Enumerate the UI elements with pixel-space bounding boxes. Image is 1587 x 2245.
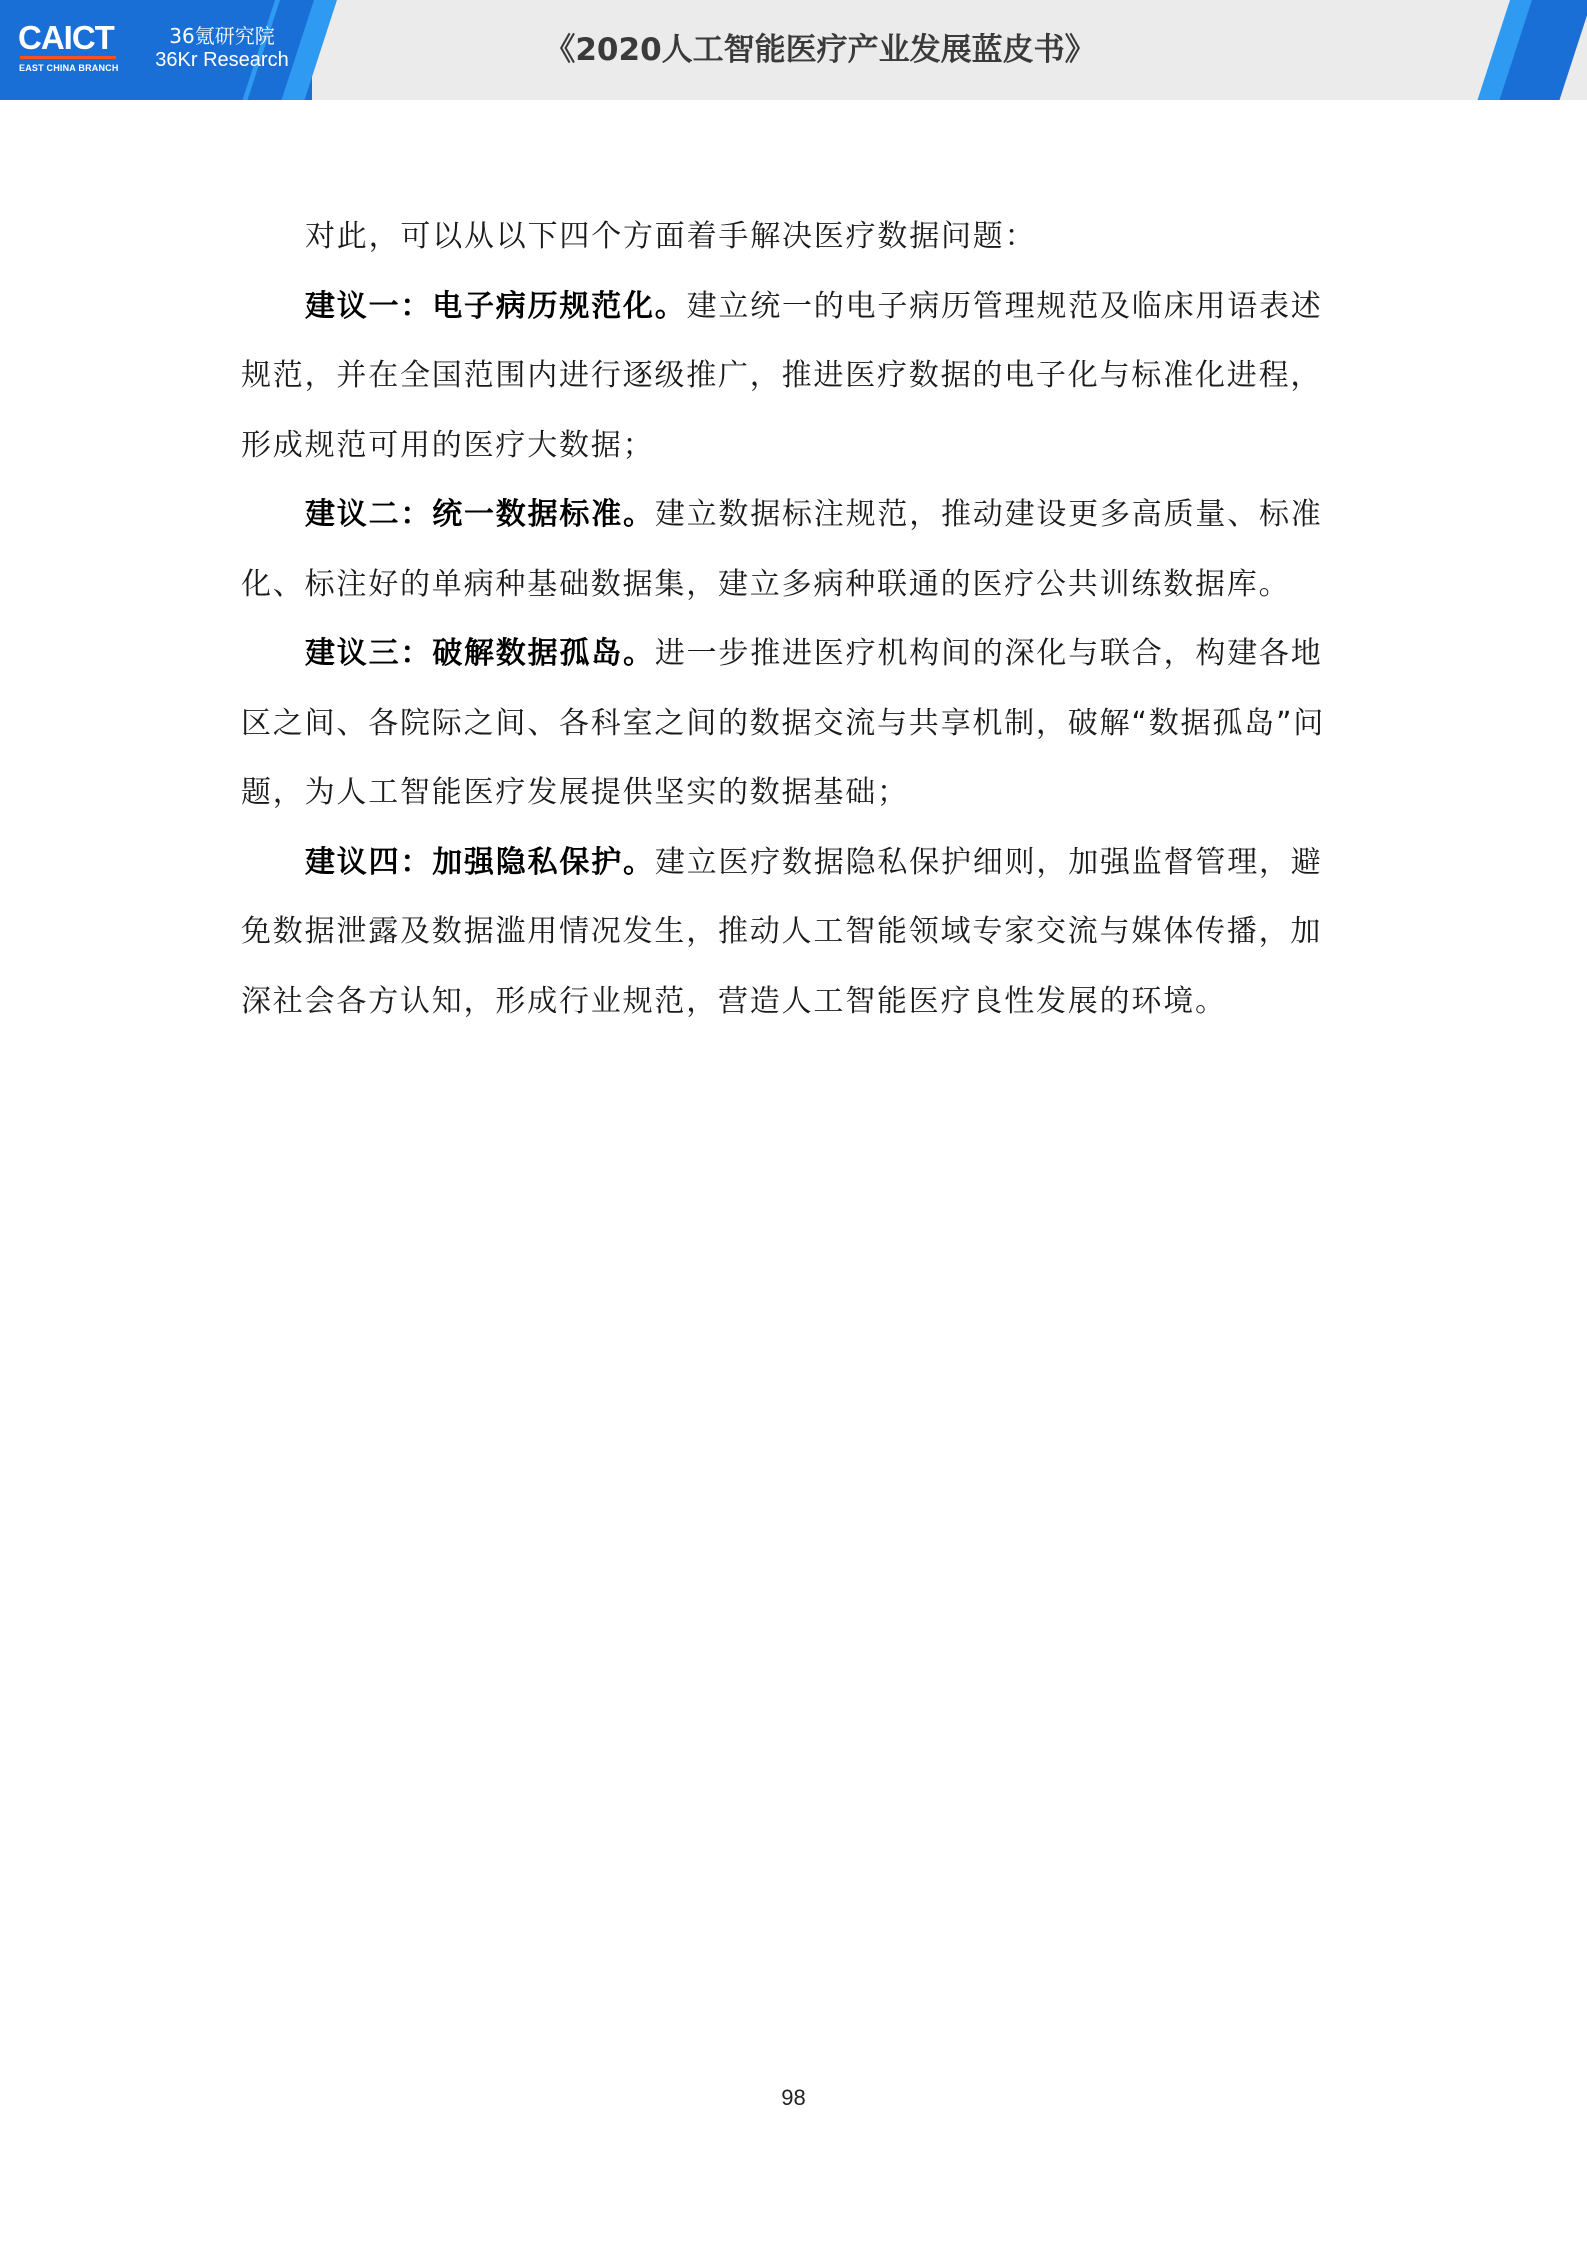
book-title: 《2020人工智能医疗产业发展蓝皮书》	[544, 32, 1096, 68]
suggestion-paragraph	[241, 619, 1346, 828]
suggestion-paragraph	[241, 272, 1346, 481]
page-number: 98	[781, 2085, 806, 2110]
caict-logo-wordmark: CAICT	[18, 19, 114, 56]
research-institute-name	[142, 24, 302, 72]
intro-paragraph: 对此，可以从以下四个方面着手解决医疗数据问题：	[305, 219, 1037, 254]
suggestion-text: 建立医疗数据隐私保护细则，加强监督管理，避免数据泄露及数据滥用情况发生，推动人工智能领域专家交流与媒体传播，加深社会各方认知，形成行业规范，营造人工智能医疗良性发展的环境。	[241, 844, 1323, 1019]
caict-logo	[18, 20, 118, 80]
page-content	[241, 202, 1346, 1036]
suggestion-heading: 建议三：破解数据孤岛。	[305, 636, 655, 671]
caict-logo-subtitle: EAST CHINA BRANCH	[19, 63, 119, 73]
suggestion-text: 进一步推进医疗机构间的深化与联合，构建各地区之间、各院际之间、各科室之间的数据交流与共享机制，破解“数据孤岛”问题，为人工智能医疗发展提供坚实的数据基础；	[241, 636, 1326, 810]
research-name-en: 36Kr Research	[155, 49, 289, 71]
suggestion-text: 建立统一的电子病历管理规范及临床用语表述规范，并在全国范围内进行逐级推广，推进医疗数据的电子化与标准化进程，形成规范可用的医疗大数据；	[241, 288, 1323, 463]
suggestion-paragraph	[241, 480, 1346, 619]
suggestion-paragraph	[241, 828, 1346, 1037]
research-name-cn: 36氪研究院	[169, 24, 275, 48]
suggestion-text: 建立数据标注规范，推动建设更多高质量、标准化、标注好的单病种基础数据集，建立多病种联通的医疗公共训练数据库。	[241, 497, 1323, 602]
suggestion-heading: 建议四：加强隐私保护。	[305, 844, 655, 880]
page-header	[0, 0, 1587, 100]
suggestion-heading: 建议二：统一数据标准。	[305, 497, 655, 532]
suggestion-heading: 建议一：电子病历规范化。	[305, 288, 687, 324]
caict-logo-rule	[20, 56, 116, 59]
